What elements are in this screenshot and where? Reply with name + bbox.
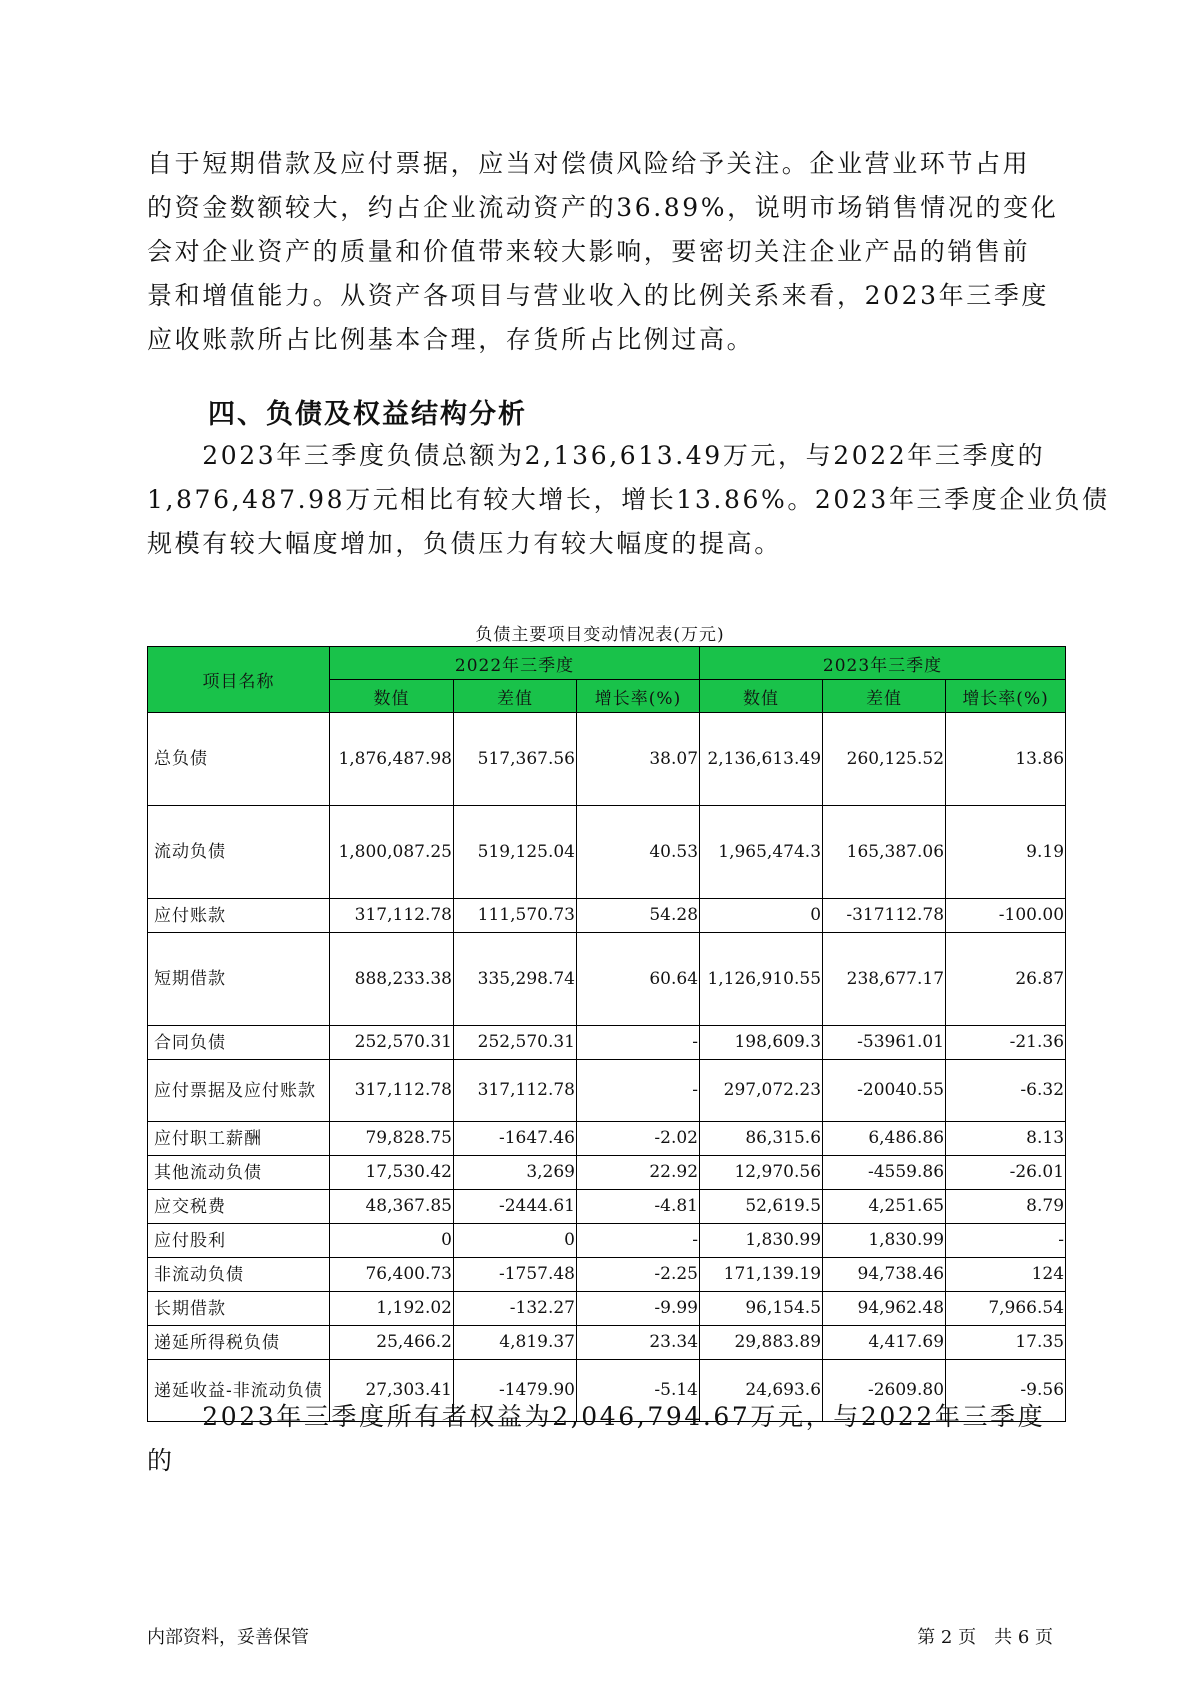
row-value-cell: 48,367.85 — [330, 1190, 454, 1224]
row-value-cell: 252,570.31 — [330, 1026, 454, 1060]
summary-line: 规模有较大幅度增加，负债压力有较大幅度的提高。 — [147, 529, 782, 558]
row-value-cell: 0 — [454, 1224, 577, 1258]
liabilities-table — [147, 646, 1066, 1422]
row-value-cell: 26.87 — [946, 933, 1066, 1026]
row-value-cell: 171,139.19 — [700, 1258, 823, 1292]
row-value-cell: -9.56 — [946, 1360, 1066, 1422]
subheader-growth-rate: 增长率(%) — [577, 680, 700, 713]
row-value-cell: 4,417.69 — [823, 1326, 946, 1360]
row-value-cell: 317,112.78 — [454, 1060, 577, 1122]
row-value-cell: 517,367.56 — [454, 713, 577, 806]
row-value-cell: - — [577, 1224, 700, 1258]
intro-line: 的资金数额较大，约占企业流动资产的36.89%，说明市场销售情况的变化 — [147, 193, 1059, 222]
section-heading: 四、负债及权益结构分析 — [208, 399, 527, 430]
table-row — [148, 899, 1066, 933]
row-value-cell: 24,693.6 — [700, 1360, 823, 1422]
row-value-cell: 52,619.5 — [700, 1190, 823, 1224]
row-value-cell: 1,965,474.3 — [700, 806, 823, 899]
table-caption: 负债主要项目变动情况表(万元) — [475, 625, 725, 645]
row-value-cell: 1,192.02 — [330, 1292, 454, 1326]
row-value-cell: 198,609.3 — [700, 1026, 823, 1060]
row-value-cell: -132.27 — [454, 1292, 577, 1326]
row-value-cell: 0 — [330, 1224, 454, 1258]
table-row — [148, 1258, 1066, 1292]
row-value-cell: 54.28 — [577, 899, 700, 933]
row-value-cell: -21.36 — [946, 1026, 1066, 1060]
row-value-cell: 4,251.65 — [823, 1190, 946, 1224]
row-value-cell: 94,738.46 — [823, 1258, 946, 1292]
row-value-cell: 76,400.73 — [330, 1258, 454, 1292]
row-value-cell: 124 — [946, 1258, 1066, 1292]
row-value-cell: 111,570.73 — [454, 899, 577, 933]
subheader-value: 数值 — [330, 680, 454, 713]
row-value-cell: - — [946, 1224, 1066, 1258]
row-value-cell: 297,072.23 — [700, 1060, 823, 1122]
row-value-cell: -53961.01 — [823, 1026, 946, 1060]
row-value-cell: -4.81 — [577, 1190, 700, 1224]
row-value-cell: -317112.78 — [823, 899, 946, 933]
row-value-cell: 23.34 — [577, 1326, 700, 1360]
summary-line: 1,876,487.98万元相比有较大增长，增长13.86%。2023年三季度企业负债 — [147, 485, 1110, 514]
subheader-value: 数值 — [700, 680, 823, 713]
row-value-cell: 317,112.78 — [330, 899, 454, 933]
header-period-2023: 2023年三季度 — [700, 647, 1066, 680]
row-item-name: 递延所得税负债 — [148, 1326, 330, 1360]
footer-page-number: 第 2 页 共 6 页 — [917, 1627, 1053, 1648]
row-value-cell: 238,677.17 — [823, 933, 946, 1026]
row-value-cell: 27,303.41 — [330, 1360, 454, 1422]
row-value-cell: 7,966.54 — [946, 1292, 1066, 1326]
table-body — [148, 713, 1066, 1422]
row-value-cell: - — [577, 1026, 700, 1060]
row-item-name: 递延收益-非流动负债 — [148, 1360, 330, 1422]
row-value-cell: 17,530.42 — [330, 1156, 454, 1190]
row-value-cell: -20040.55 — [823, 1060, 946, 1122]
row-value-cell: 165,387.06 — [823, 806, 946, 899]
table-row — [148, 1156, 1066, 1190]
table-row — [148, 1122, 1066, 1156]
row-item-name: 非流动负债 — [148, 1258, 330, 1292]
row-item-name: 流动负债 — [148, 806, 330, 899]
intro-line: 自于短期借款及应付票据，应当对偿债风险给予关注。企业营业环节占用 — [147, 149, 1031, 178]
footer-left: 内部资料，妥善保管 — [147, 1627, 309, 1648]
row-item-name: 其他流动负债 — [148, 1156, 330, 1190]
row-value-cell: -5.14 — [577, 1360, 700, 1422]
row-value-cell: 13.86 — [946, 713, 1066, 806]
intro-line: 会对企业资产的质量和价值带来较大影响，要密切关注企业产品的销售前 — [147, 237, 1031, 266]
row-value-cell: 1,830.99 — [700, 1224, 823, 1258]
row-value-cell: 317,112.78 — [330, 1060, 454, 1122]
row-value-cell: -100.00 — [946, 899, 1066, 933]
row-value-cell: 25,466.2 — [330, 1326, 454, 1360]
table-row — [148, 1026, 1066, 1060]
row-value-cell: 260,125.52 — [823, 713, 946, 806]
row-value-cell: 86,315.6 — [700, 1122, 823, 1156]
row-value-cell: 888,233.38 — [330, 933, 454, 1026]
intro-line: 景和增值能力。从资产各项目与营业收入的比例关系来看，2023年三季度 — [147, 281, 1050, 310]
row-value-cell: 96,154.5 — [700, 1292, 823, 1326]
row-value-cell: 8.79 — [946, 1190, 1066, 1224]
table-row — [148, 1224, 1066, 1258]
row-value-cell: 29,883.89 — [700, 1326, 823, 1360]
table-row — [148, 1292, 1066, 1326]
row-item-name: 应付职工薪酬 — [148, 1122, 330, 1156]
header-item-name: 项目名称 — [148, 647, 330, 713]
row-item-name: 应付股利 — [148, 1224, 330, 1258]
row-value-cell: 0 — [700, 899, 823, 933]
row-value-cell: 6,486.86 — [823, 1122, 946, 1156]
subheader-growth-rate: 增长率(%) — [946, 680, 1066, 713]
row-value-cell: 22.92 — [577, 1156, 700, 1190]
row-value-cell: -2.02 — [577, 1122, 700, 1156]
summary-line: 2023年三季度负债总额为2,136,613.49万元，与2022年三季度的 — [147, 441, 1046, 470]
table-row — [148, 806, 1066, 899]
row-value-cell: 519,125.04 — [454, 806, 577, 899]
intro-paragraph — [147, 142, 1059, 362]
row-value-cell: -1647.46 — [454, 1122, 577, 1156]
row-value-cell: 60.64 — [577, 933, 700, 1026]
row-value-cell: 1,126,910.55 — [700, 933, 823, 1026]
row-value-cell: -2.25 — [577, 1258, 700, 1292]
row-value-cell: 335,298.74 — [454, 933, 577, 1026]
row-value-cell: -9.99 — [577, 1292, 700, 1326]
table-row — [148, 1060, 1066, 1122]
row-value-cell: 1,800,087.25 — [330, 806, 454, 899]
row-value-cell: 4,819.37 — [454, 1326, 577, 1360]
row-item-name: 应付账款 — [148, 899, 330, 933]
row-value-cell: -2444.61 — [454, 1190, 577, 1224]
row-value-cell: -1479.90 — [454, 1360, 577, 1422]
table-row — [148, 713, 1066, 806]
row-value-cell: 12,970.56 — [700, 1156, 823, 1190]
row-value-cell: 17.35 — [946, 1326, 1066, 1360]
intro-line: 应收账款所占比例基本合理，存货所占比例过高。 — [147, 325, 755, 354]
row-value-cell: -26.01 — [946, 1156, 1066, 1190]
row-value-cell: 1,876,487.98 — [330, 713, 454, 806]
subheader-difference: 差值 — [454, 680, 577, 713]
table-row — [148, 933, 1066, 1026]
row-value-cell: -1757.48 — [454, 1258, 577, 1292]
row-value-cell: 94,962.48 — [823, 1292, 946, 1326]
row-value-cell: -6.32 — [946, 1060, 1066, 1122]
equity-paragraph: 2023年三季度所有者权益为2,046,794.67万元，与2022年三季度的 — [147, 1402, 1046, 1475]
row-value-cell: 3,269 — [454, 1156, 577, 1190]
row-value-cell: 9.19 — [946, 806, 1066, 899]
row-value-cell: - — [577, 1060, 700, 1122]
row-value-cell: 1,830.99 — [823, 1224, 946, 1258]
table-row — [148, 1190, 1066, 1224]
row-item-name: 总负债 — [148, 713, 330, 806]
header-period-2022: 2022年三季度 — [330, 647, 700, 680]
row-item-name: 应交税费 — [148, 1190, 330, 1224]
row-value-cell: -4559.86 — [823, 1156, 946, 1190]
row-item-name: 长期借款 — [148, 1292, 330, 1326]
row-item-name: 短期借款 — [148, 933, 330, 1026]
row-value-cell: 8.13 — [946, 1122, 1066, 1156]
row-value-cell: 40.53 — [577, 806, 700, 899]
row-item-name: 应付票据及应付账款 — [148, 1060, 330, 1122]
debt-summary-paragraph — [147, 434, 1110, 566]
row-item-name: 合同负债 — [148, 1026, 330, 1060]
row-value-cell: -2609.80 — [823, 1360, 946, 1422]
row-value-cell: 38.07 — [577, 713, 700, 806]
row-value-cell: 79,828.75 — [330, 1122, 454, 1156]
table-row — [148, 1326, 1066, 1360]
subheader-difference: 差值 — [823, 680, 946, 713]
row-value-cell: 2,136,613.49 — [700, 713, 823, 806]
row-value-cell: 252,570.31 — [454, 1026, 577, 1060]
